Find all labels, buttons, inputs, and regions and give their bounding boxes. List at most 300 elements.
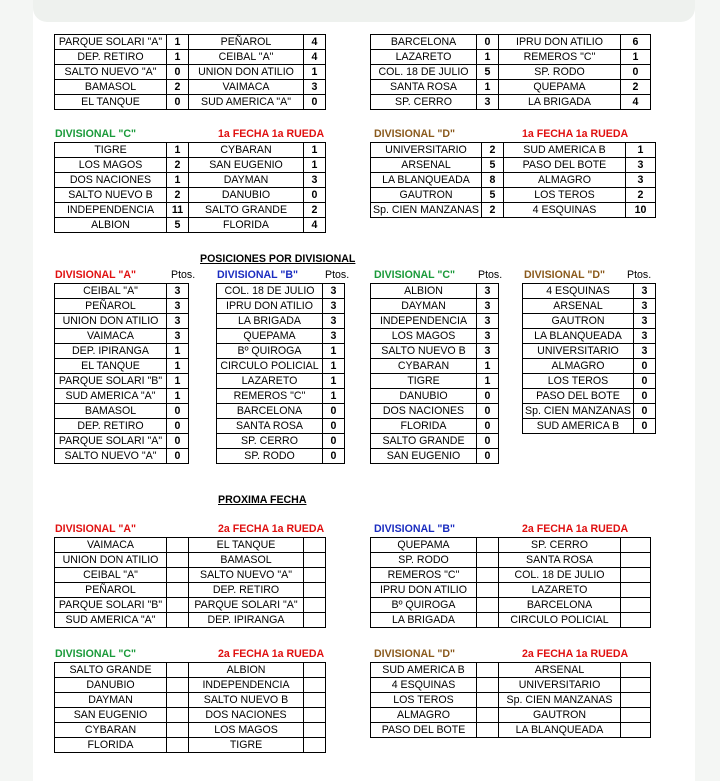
score-cell — [477, 663, 499, 678]
team-cell: VAIMACA — [189, 80, 304, 95]
score-cell — [477, 553, 499, 568]
score-cell: 3 — [633, 344, 655, 359]
pos-a-ptos-label: Ptos. — [171, 269, 196, 281]
team-cell: Sp. CIEN MANZANAS — [371, 203, 482, 218]
div-c-results-table — [54, 142, 326, 233]
score-cell — [621, 708, 651, 723]
top-card-edge — [33, 0, 695, 22]
posiciones-title: POSICIONES POR DIVISIONAL — [200, 253, 356, 265]
score-cell: 3 — [477, 299, 499, 314]
team-cell: FLORIDA — [55, 738, 167, 753]
table-row — [371, 299, 499, 314]
table-row — [371, 598, 651, 613]
table-row — [371, 173, 656, 188]
team-cell: SP. RODO — [371, 553, 477, 568]
score-cell: 6 — [621, 35, 651, 50]
score-cell: 1 — [167, 143, 189, 158]
table-row — [371, 65, 651, 80]
team-cell: SALTO NUEVO "A" — [55, 449, 167, 464]
team-cell: 4 ESQUINAS — [503, 203, 625, 218]
div-c-fecha: 1a FECHA 1a RUEDA — [218, 128, 325, 140]
score-cell: 0 — [477, 419, 499, 434]
team-cell: PEÑAROL — [189, 35, 304, 50]
team-cell: GAUTRON — [523, 314, 634, 329]
score-cell: 3 — [477, 314, 499, 329]
team-cell: Bº QUIROGA — [371, 598, 477, 613]
table-row — [55, 404, 189, 419]
table-row — [55, 203, 326, 218]
next-b-fecha: 2a FECHA 1a RUEDA — [522, 523, 629, 535]
table-row — [371, 329, 499, 344]
table-row — [55, 80, 326, 95]
team-cell: SALTO GRANDE — [371, 434, 477, 449]
score-cell: 2 — [621, 80, 651, 95]
score-cell: 0 — [477, 434, 499, 449]
team-cell: SANTA ROSA — [371, 80, 477, 95]
score-cell: 0 — [633, 359, 655, 374]
team-cell: DOS NACIONES — [189, 708, 304, 723]
score-cell — [477, 708, 499, 723]
team-cell: SUD AMERICA B — [371, 663, 477, 678]
table-row — [371, 314, 499, 329]
table-row — [55, 553, 326, 568]
table-row — [371, 538, 651, 553]
table-row — [523, 329, 656, 344]
table-row — [523, 374, 656, 389]
table-row — [371, 723, 651, 738]
team-cell: TIGRE — [371, 374, 477, 389]
table-row — [523, 389, 656, 404]
team-cell: SUD AMERICA B — [523, 419, 634, 434]
score-cell: 0 — [167, 419, 189, 434]
score-cell — [167, 708, 189, 723]
table-row — [217, 329, 345, 344]
team-cell: LA BRIGADA — [217, 314, 323, 329]
table-row — [371, 583, 651, 598]
team-cell: CEIBAL "A" — [55, 284, 167, 299]
score-cell — [477, 598, 499, 613]
table-row — [217, 404, 345, 419]
score-cell: 0 — [167, 434, 189, 449]
score-cell — [304, 568, 326, 583]
score-cell: 2 — [167, 188, 189, 203]
pos-b-ptos-label: Ptos. — [325, 269, 350, 281]
pos-d-title: DIVISIONAL "D" — [524, 269, 606, 281]
team-cell: Sp. CIEN MANZANAS — [499, 693, 621, 708]
score-cell: 3 — [304, 173, 326, 188]
score-cell: 3 — [167, 284, 189, 299]
table-row — [523, 404, 656, 419]
team-cell: LOS TEROS — [523, 374, 634, 389]
team-cell: ALMAGRO — [371, 708, 477, 723]
table-row — [217, 314, 345, 329]
team-cell: SP. CERRO — [371, 95, 477, 110]
table-row — [55, 663, 326, 678]
table-row — [523, 284, 656, 299]
pos-d-ptos-label: Ptos. — [627, 269, 652, 281]
table-row — [371, 344, 499, 359]
score-cell — [167, 663, 189, 678]
team-cell: UNION DON ATILIO — [55, 314, 167, 329]
score-cell — [304, 738, 326, 753]
team-cell: IPRU DON ATILIO — [371, 583, 477, 598]
team-cell: LOS TEROS — [371, 693, 477, 708]
score-cell — [621, 693, 651, 708]
score-cell — [304, 693, 326, 708]
team-cell: SP. CERRO — [499, 538, 621, 553]
team-cell: PASO DEL BOTE — [371, 723, 477, 738]
table-row — [371, 678, 651, 693]
table-row — [371, 143, 656, 158]
score-cell — [167, 738, 189, 753]
table-row — [371, 553, 651, 568]
team-cell: SUD AMERICA B — [503, 143, 625, 158]
next-b-table — [370, 537, 651, 628]
score-cell: 11 — [167, 203, 189, 218]
score-cell — [477, 568, 499, 583]
team-cell: EL TANQUE — [189, 538, 304, 553]
div-d-results-table — [370, 142, 656, 218]
next-c-title: DIVISIONAL "C" — [55, 648, 137, 660]
score-cell: 1 — [167, 173, 189, 188]
score-cell — [621, 583, 651, 598]
table-row — [371, 284, 499, 299]
team-cell: ALMAGRO — [523, 359, 634, 374]
team-cell: LA BLANQUEADA — [371, 173, 482, 188]
next-d-fecha: 2a FECHA 1a RUEDA — [522, 648, 629, 660]
score-cell: 3 — [633, 299, 655, 314]
score-cell — [477, 613, 499, 628]
team-cell: PARQUE SOLARI "B" — [55, 374, 167, 389]
score-cell — [304, 723, 326, 738]
team-cell: INDEPENDENCIA — [371, 314, 477, 329]
next-a-title: DIVISIONAL "A" — [55, 523, 137, 535]
team-cell: SALTO GRANDE — [55, 663, 167, 678]
score-cell: 4 — [304, 35, 326, 50]
score-cell: 3 — [167, 299, 189, 314]
team-cell: COL. 18 DE JULIO — [371, 65, 477, 80]
table-row — [371, 693, 651, 708]
score-cell: 3 — [323, 299, 345, 314]
team-cell: LA BLANQUEADA — [499, 723, 621, 738]
team-cell: PARQUE SOLARI "A" — [189, 598, 304, 613]
team-cell: BAMASOL — [189, 553, 304, 568]
score-cell: 1 — [477, 359, 499, 374]
table-row — [55, 434, 189, 449]
score-cell: 4 — [304, 50, 326, 65]
score-cell: 5 — [167, 218, 189, 233]
score-cell — [304, 708, 326, 723]
team-cell: SALTO NUEVO "A" — [189, 568, 304, 583]
score-cell: 0 — [477, 389, 499, 404]
team-cell: DEP. IPIRANGA — [55, 344, 167, 359]
table-row — [523, 314, 656, 329]
table-row — [217, 344, 345, 359]
score-cell: 3 — [304, 80, 326, 95]
table-row — [371, 613, 651, 628]
team-cell: INDEPENDENCIA — [55, 203, 167, 218]
table-row — [371, 80, 651, 95]
score-cell — [304, 583, 326, 598]
results-table-b — [370, 34, 651, 110]
table-row — [55, 50, 326, 65]
team-cell: SAN EUGENIO — [371, 449, 477, 464]
score-cell — [304, 613, 326, 628]
table-row — [371, 419, 499, 434]
team-cell: DANUBIO — [371, 389, 477, 404]
team-cell: SANTA ROSA — [499, 553, 621, 568]
team-cell: BARCELONA — [371, 35, 477, 50]
team-cell: 4 ESQUINAS — [523, 284, 634, 299]
score-cell: 5 — [481, 158, 503, 173]
team-cell: UNION DON ATILIO — [189, 65, 304, 80]
score-cell — [167, 678, 189, 693]
table-row — [217, 449, 345, 464]
score-cell: 3 — [633, 284, 655, 299]
score-cell: 3 — [323, 329, 345, 344]
score-cell: 0 — [323, 449, 345, 464]
score-cell: 4 — [621, 95, 651, 110]
team-cell: PARQUE SOLARI "B" — [55, 598, 167, 613]
score-cell: 3 — [323, 314, 345, 329]
score-cell: 0 — [323, 434, 345, 449]
table-row — [371, 389, 499, 404]
team-cell: PEÑAROL — [55, 583, 167, 598]
team-cell: BARCELONA — [217, 404, 323, 419]
score-cell: 0 — [621, 65, 651, 80]
score-cell: 1 — [625, 143, 655, 158]
team-cell: SAN EUGENIO — [55, 708, 167, 723]
score-cell — [621, 613, 651, 628]
score-cell: 3 — [323, 284, 345, 299]
team-cell: 4 ESQUINAS — [371, 678, 477, 693]
score-cell: 8 — [481, 173, 503, 188]
team-cell: PARQUE SOLARI "A" — [55, 35, 167, 50]
score-cell: 1 — [304, 143, 326, 158]
score-cell: 2 — [481, 143, 503, 158]
team-cell: DEP. RETIRO — [55, 419, 167, 434]
table-row — [55, 344, 189, 359]
next-b-title: DIVISIONAL "B" — [374, 523, 456, 535]
table-row — [55, 723, 326, 738]
team-cell: BAMASOL — [55, 80, 167, 95]
pos-c-ptos-label: Ptos. — [478, 269, 503, 281]
score-cell: 1 — [477, 50, 499, 65]
table-row — [217, 359, 345, 374]
next-a-table — [54, 537, 326, 628]
score-cell — [621, 723, 651, 738]
table-row — [371, 50, 651, 65]
score-cell — [167, 583, 189, 598]
team-cell: VAIMACA — [55, 329, 167, 344]
team-cell: CYBARAN — [189, 143, 304, 158]
team-cell: BARCELONA — [499, 598, 621, 613]
team-cell: SALTO NUEVO "A" — [55, 65, 167, 80]
proxima-title: PROXIMA FECHA — [218, 494, 307, 506]
score-cell — [477, 538, 499, 553]
score-cell: 3 — [625, 158, 655, 173]
team-cell: UNION DON ATILIO — [55, 553, 167, 568]
team-cell: CIRCULO POLICIAL — [217, 359, 323, 374]
score-cell — [167, 723, 189, 738]
score-cell: 3 — [167, 329, 189, 344]
score-cell — [621, 568, 651, 583]
table-row — [55, 449, 189, 464]
team-cell: SAN EUGENIO — [189, 158, 304, 173]
score-cell: 3 — [167, 314, 189, 329]
team-cell: CIRCULO POLICIAL — [499, 613, 621, 628]
table-row — [55, 598, 326, 613]
team-cell: LAZARETO — [371, 50, 477, 65]
team-cell: SP. RODO — [217, 449, 323, 464]
team-cell: SUD AMERICA "A" — [55, 389, 167, 404]
div-d-title: DIVISIONAL "D" — [374, 128, 456, 140]
team-cell: PASO DEL BOTE — [503, 158, 625, 173]
score-cell: 0 — [633, 389, 655, 404]
pos-a-title: DIVISIONAL "A" — [55, 269, 137, 281]
team-cell: ALBION — [55, 218, 167, 233]
score-cell: 3 — [625, 173, 655, 188]
team-cell: SUD AMERICA "A" — [55, 613, 167, 628]
table-row — [523, 299, 656, 314]
team-cell: GAUTRON — [499, 708, 621, 723]
div-c-title: DIVISIONAL "C" — [55, 128, 137, 140]
table-row — [55, 173, 326, 188]
team-cell: DOS NACIONES — [55, 173, 167, 188]
score-cell — [167, 693, 189, 708]
team-cell: COL. 18 DE JULIO — [217, 284, 323, 299]
score-cell — [167, 538, 189, 553]
team-cell: ALBION — [371, 284, 477, 299]
results-table-a — [54, 34, 326, 110]
team-cell: ALMAGRO — [503, 173, 625, 188]
team-cell: SUD AMERICA "A" — [189, 95, 304, 110]
pos-b-title: DIVISIONAL "B" — [217, 269, 299, 281]
score-cell — [477, 723, 499, 738]
table-row — [55, 568, 326, 583]
table-row — [523, 344, 656, 359]
table-row — [371, 359, 499, 374]
score-cell — [477, 583, 499, 598]
table-row — [217, 284, 345, 299]
team-cell: PEÑAROL — [55, 299, 167, 314]
score-cell — [167, 553, 189, 568]
table-row — [55, 374, 189, 389]
team-cell: REMEROS "C" — [499, 50, 621, 65]
score-cell: 3 — [477, 329, 499, 344]
score-cell: 0 — [167, 95, 189, 110]
score-cell — [167, 568, 189, 583]
score-cell — [477, 678, 499, 693]
score-cell: 1 — [304, 158, 326, 173]
table-row — [371, 434, 499, 449]
next-c-table — [54, 662, 326, 753]
score-cell: 2 — [167, 158, 189, 173]
team-cell: DANUBIO — [55, 678, 167, 693]
team-cell: ALBION — [189, 663, 304, 678]
table-row — [55, 95, 326, 110]
table-row — [217, 434, 345, 449]
team-cell: GAUTRON — [371, 188, 482, 203]
team-cell: LAZARETO — [217, 374, 323, 389]
team-cell: COL. 18 DE JULIO — [499, 568, 621, 583]
score-cell: 0 — [167, 65, 189, 80]
score-cell: 1 — [477, 80, 499, 95]
team-cell: UNIVERSITARIO — [371, 143, 482, 158]
table-row — [55, 389, 189, 404]
team-cell: SP. CERRO — [217, 434, 323, 449]
team-cell: SALTO NUEVO B — [55, 188, 167, 203]
score-cell — [304, 663, 326, 678]
table-row — [55, 538, 326, 553]
score-cell: 1 — [167, 359, 189, 374]
team-cell: IPRU DON ATILIO — [217, 299, 323, 314]
table-row — [55, 678, 326, 693]
score-cell — [304, 598, 326, 613]
score-cell: 3 — [477, 284, 499, 299]
score-cell: 1 — [323, 344, 345, 359]
score-cell: 1 — [477, 374, 499, 389]
pos-a-table — [54, 283, 189, 464]
table-row — [55, 35, 326, 50]
score-cell: 0 — [304, 95, 326, 110]
team-cell: DAYMAN — [189, 173, 304, 188]
score-cell — [621, 663, 651, 678]
score-cell: 0 — [477, 35, 499, 50]
score-cell — [621, 598, 651, 613]
team-cell: LA BRIGADA — [371, 613, 477, 628]
table-row — [55, 613, 326, 628]
score-cell: 0 — [304, 188, 326, 203]
next-d-table — [370, 662, 651, 738]
table-row — [217, 299, 345, 314]
table-row — [371, 203, 656, 218]
score-cell — [167, 613, 189, 628]
team-cell: IPRU DON ATILIO — [499, 35, 621, 50]
score-cell: 0 — [323, 404, 345, 419]
team-cell: Bº QUIROGA — [217, 344, 323, 359]
table-row — [55, 299, 189, 314]
team-cell: UNIVERSITARIO — [523, 344, 634, 359]
team-cell: SANTA ROSA — [217, 419, 323, 434]
score-cell: 0 — [477, 449, 499, 464]
team-cell: Sp. CIEN MANZANAS — [523, 404, 634, 419]
score-cell: 5 — [481, 188, 503, 203]
team-cell: DAYMAN — [55, 693, 167, 708]
pos-c-title: DIVISIONAL "C" — [374, 269, 456, 281]
team-cell: LOS TEROS — [503, 188, 625, 203]
team-cell: REMEROS "C" — [217, 389, 323, 404]
score-cell: 1 — [621, 50, 651, 65]
team-cell: BAMASOL — [55, 404, 167, 419]
team-cell: QUEPAMA — [371, 538, 477, 553]
score-cell: 0 — [323, 419, 345, 434]
team-cell: LA BLANQUEADA — [523, 329, 634, 344]
team-cell: ARSENAL — [523, 299, 634, 314]
team-cell: DANUBIO — [189, 188, 304, 203]
table-row — [55, 693, 326, 708]
score-cell: 1 — [167, 344, 189, 359]
table-row — [55, 419, 189, 434]
table-row — [371, 95, 651, 110]
score-cell — [167, 598, 189, 613]
score-cell: 1 — [323, 359, 345, 374]
team-cell: LOS MAGOS — [371, 329, 477, 344]
team-cell: LAZARETO — [499, 583, 621, 598]
team-cell: EL TANQUE — [55, 359, 167, 374]
score-cell: 0 — [633, 419, 655, 434]
team-cell: QUEPAMA — [499, 80, 621, 95]
